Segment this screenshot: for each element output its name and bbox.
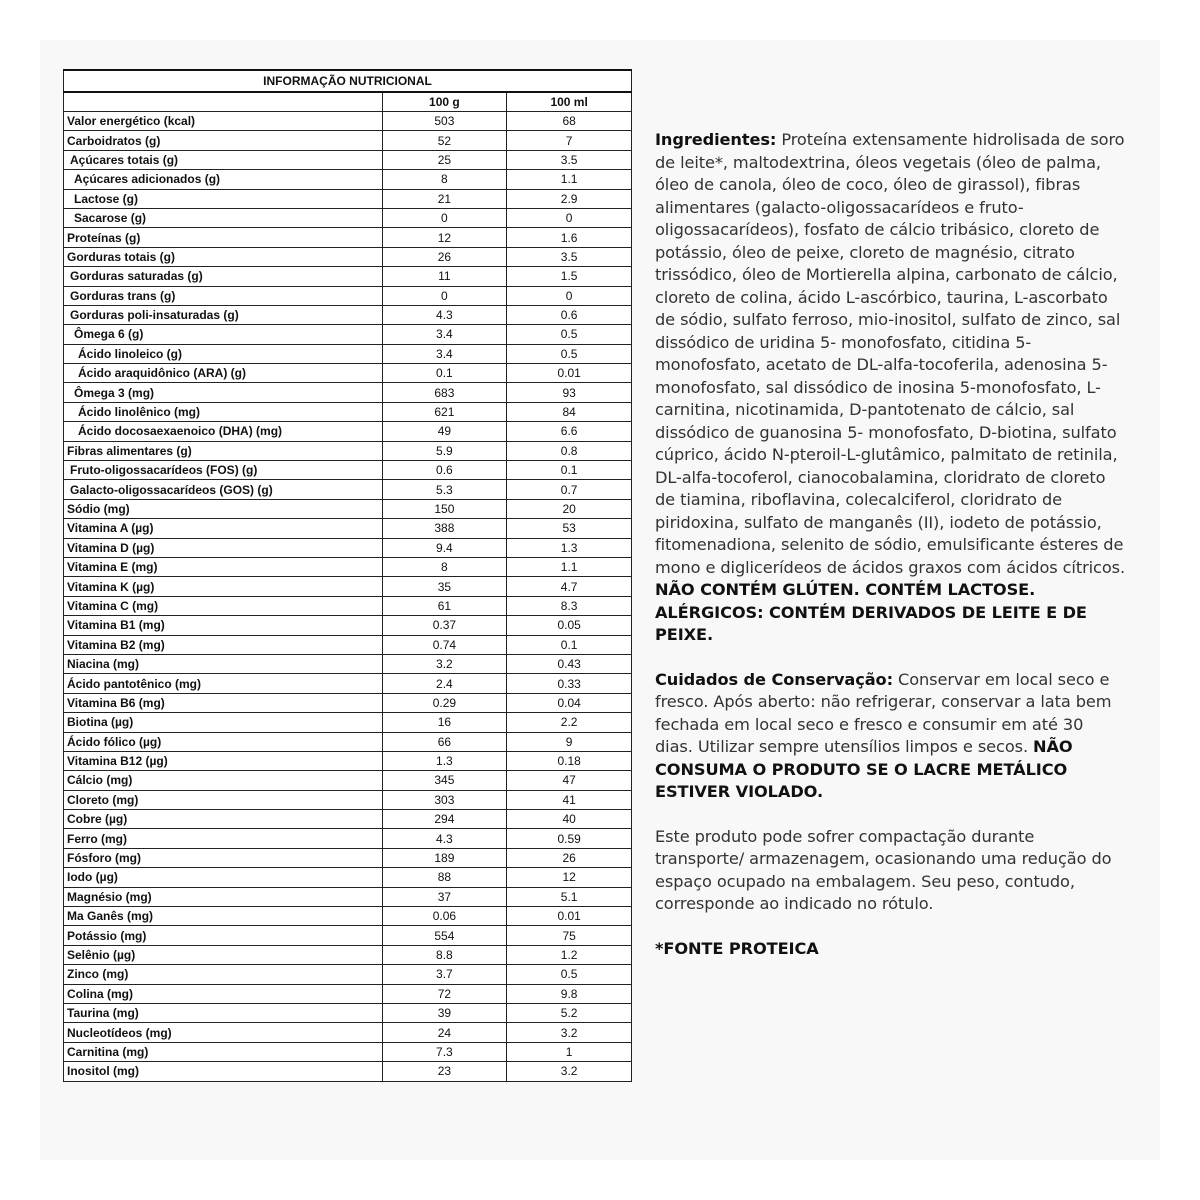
nutrition-table-header-row bbox=[64, 92, 632, 112]
value-per-100g: 8 bbox=[382, 170, 507, 189]
ingredients-text: Proteína extensamente hidrolisada de soro de leite*, maltodextrina, óleos vegetais (óleo de palma, óleo de canola, óleo de coco, óleo de girassol), fibras alimentares (galacto-oligossacarídeos e fruto-oligossacarídeos), fosfato de cálcio tribásico, cloreto de potássio, óleo de peixe, cloreto de magnésio, citrato trissódico, óleo de Mortierella alpina, carbonato de cálcio, cloreto de colina, ácido L-ascórbico, taurina, L-ascorbato de sódio, sulfato ferroso, mio-inositol, sulfato de zinco, sal dissódico de uridina 5- monofosfato, citidina 5-monofosfato, acetato de DL-alfa-tocoferila, adenosina 5-monofosfato, sal dissódico de inosina 5-monofosfato, L-carnitina, nicotinamida, D-pantotenato de cálcio, sal dissódico de guanosina 5- monofosfato, D-biotina, sulfato cúprico, ácido N-pteroil-L-glutâmico, palmitato de retinila, DL-alfa-tocoferol, cianocobalamina, cloridrato de cloreto de tiamina, riboflavina, colecalciferol, cloridrato de piridoxina, sulfato de manganês (II), iodeto de potássio, fitomenadiona, selenito de sódio, emulsificante ésteres de mono e diglicerídeos de ácidos graxos com ácidos cítricos. bbox=[655, 130, 1126, 577]
nutrition-row bbox=[64, 829, 632, 848]
nutrient-name: Sacarose (g) bbox=[64, 208, 383, 227]
nutrient-name: Vitamina A (µg) bbox=[64, 519, 383, 538]
nutrient-name: Cobre (µg) bbox=[64, 810, 383, 829]
value-per-100g: 3.2 bbox=[382, 654, 507, 673]
value-per-100ml: 0.1 bbox=[507, 461, 632, 480]
nutrition-row bbox=[64, 1042, 632, 1061]
value-per-100g: 0 bbox=[382, 208, 507, 227]
value-per-100g: 0.6 bbox=[382, 461, 507, 480]
value-per-100ml: 1.5 bbox=[507, 267, 632, 286]
value-per-100g: 21 bbox=[382, 189, 507, 208]
value-per-100g: 8.8 bbox=[382, 945, 507, 964]
value-per-100ml: 2.9 bbox=[507, 189, 632, 208]
nutrition-row bbox=[64, 984, 632, 1003]
value-per-100ml: 7 bbox=[507, 131, 632, 150]
nutrition-row bbox=[64, 693, 632, 712]
value-per-100ml: 4.7 bbox=[507, 577, 632, 596]
nutrient-name: Colina (mg) bbox=[64, 984, 383, 1003]
compaction-note: Este produto pode sofrer compactação durante transporte/ armazenagem, ocasionando uma redução do espaço ocupado na embalagem. Seu peso, contudo, corresponde ao indicado no rótulo. bbox=[655, 826, 1112, 913]
nutrition-row bbox=[64, 945, 632, 964]
value-per-100g: 9.4 bbox=[382, 538, 507, 557]
nutrient-name: Gorduras poli-insaturadas (g) bbox=[64, 305, 383, 324]
value-per-100ml: 1.1 bbox=[507, 170, 632, 189]
value-per-100ml: 6.6 bbox=[507, 422, 632, 441]
nutrition-row bbox=[64, 499, 632, 518]
nutrient-name: Fruto-oligossacarídeos (FOS) (g) bbox=[64, 461, 383, 480]
nutrient-name: Proteínas (g) bbox=[64, 228, 383, 247]
value-per-100ml: 47 bbox=[507, 771, 632, 790]
conservation-section bbox=[655, 669, 1125, 804]
value-per-100g: 0.1 bbox=[382, 364, 507, 383]
nutrition-row bbox=[64, 305, 632, 324]
value-per-100g: 61 bbox=[382, 596, 507, 615]
value-per-100ml: 5.1 bbox=[507, 887, 632, 906]
value-per-100g: 16 bbox=[382, 713, 507, 732]
protein-source-footnote: *FONTE PROTEICA bbox=[655, 938, 819, 958]
value-per-100ml: 1.2 bbox=[507, 945, 632, 964]
nutrient-name: Vitamina K (µg) bbox=[64, 577, 383, 596]
value-per-100g: 3.4 bbox=[382, 344, 507, 363]
nutrient-name: Fibras alimentares (g) bbox=[64, 441, 383, 460]
nutrition-row bbox=[64, 325, 632, 344]
value-per-100ml: 68 bbox=[507, 112, 632, 131]
nutrient-name: Açúcares totais (g) bbox=[64, 150, 383, 169]
value-per-100g: 621 bbox=[382, 402, 507, 421]
value-per-100ml: 0.6 bbox=[507, 305, 632, 324]
nutrition-row bbox=[64, 790, 632, 809]
column-header-nutrient bbox=[64, 92, 383, 112]
nutrition-row bbox=[64, 771, 632, 790]
value-per-100ml: 1.1 bbox=[507, 557, 632, 576]
value-per-100ml: 40 bbox=[507, 810, 632, 829]
value-per-100g: 49 bbox=[382, 422, 507, 441]
value-per-100g: 4.3 bbox=[382, 305, 507, 324]
nutrient-name: Potássio (mg) bbox=[64, 926, 383, 945]
value-per-100g: 150 bbox=[382, 499, 507, 518]
value-per-100g: 294 bbox=[382, 810, 507, 829]
value-per-100ml: 84 bbox=[507, 402, 632, 421]
value-per-100g: 189 bbox=[382, 848, 507, 867]
value-per-100ml: 20 bbox=[507, 499, 632, 518]
nutrition-row bbox=[64, 383, 632, 402]
value-per-100ml: 75 bbox=[507, 926, 632, 945]
nutrition-row bbox=[64, 848, 632, 867]
nutrition-row bbox=[64, 247, 632, 266]
nutrient-name: Inositol (mg) bbox=[64, 1062, 383, 1081]
value-per-100ml: 9.8 bbox=[507, 984, 632, 1003]
value-per-100g: 0.74 bbox=[382, 635, 507, 654]
nutrition-row bbox=[64, 480, 632, 499]
value-per-100ml: 41 bbox=[507, 790, 632, 809]
nutrition-row bbox=[64, 635, 632, 654]
nutrient-name: Ácido araquidônico (ARA) (g) bbox=[64, 364, 383, 383]
nutrient-name: Carboidratos (g) bbox=[64, 131, 383, 150]
value-per-100g: 554 bbox=[382, 926, 507, 945]
nutrient-name: Cálcio (mg) bbox=[64, 771, 383, 790]
nutrition-row bbox=[64, 557, 632, 576]
nutrition-row bbox=[64, 965, 632, 984]
nutrient-name: Lactose (g) bbox=[64, 189, 383, 208]
value-per-100g: 11 bbox=[382, 267, 507, 286]
nutrient-name: Nucleotídeos (mg) bbox=[64, 1023, 383, 1042]
value-per-100g: 0 bbox=[382, 286, 507, 305]
nutrient-name: Vitamina B6 (mg) bbox=[64, 693, 383, 712]
nutrition-row bbox=[64, 267, 632, 286]
nutrient-name: Vitamina B1 (mg) bbox=[64, 616, 383, 635]
value-per-100ml: 2.2 bbox=[507, 713, 632, 732]
nutrient-name: Açúcares adicionados (g) bbox=[64, 170, 383, 189]
nutrition-row bbox=[64, 596, 632, 615]
nutrition-row bbox=[64, 286, 632, 305]
seal-warning: NÃO CONSUMA O PRODUTO SE O LACRE METÁLICO ESTIVER VIOLADO. bbox=[655, 737, 1073, 801]
nutrient-name: Gorduras totais (g) bbox=[64, 247, 383, 266]
nutrient-name: Vitamina C (mg) bbox=[64, 596, 383, 615]
nutrition-row bbox=[64, 112, 632, 131]
value-per-100ml: 0.5 bbox=[507, 325, 632, 344]
nutrition-row bbox=[64, 674, 632, 693]
value-per-100g: 39 bbox=[382, 1003, 507, 1022]
nutrition-row bbox=[64, 461, 632, 480]
value-per-100ml: 5.2 bbox=[507, 1003, 632, 1022]
nutrition-row bbox=[64, 402, 632, 421]
nutrition-row bbox=[64, 713, 632, 732]
nutrient-name: Galacto-oligossacarídeos (GOS) (g) bbox=[64, 480, 383, 499]
value-per-100g: 0.37 bbox=[382, 616, 507, 635]
nutrition-row bbox=[64, 189, 632, 208]
value-per-100ml: 0.18 bbox=[507, 751, 632, 770]
value-per-100ml: 0.05 bbox=[507, 616, 632, 635]
value-per-100ml: 1.6 bbox=[507, 228, 632, 247]
product-info-text bbox=[655, 129, 1125, 960]
nutrition-table-title: INFORMAÇÃO NUTRICIONAL bbox=[64, 70, 632, 92]
value-per-100g: 12 bbox=[382, 228, 507, 247]
nutrition-row bbox=[64, 751, 632, 770]
value-per-100g: 72 bbox=[382, 984, 507, 1003]
nutrition-table-body bbox=[64, 112, 632, 1082]
value-per-100g: 388 bbox=[382, 519, 507, 538]
value-per-100g: 26 bbox=[382, 247, 507, 266]
value-per-100ml: 8.3 bbox=[507, 596, 632, 615]
value-per-100ml: 0 bbox=[507, 208, 632, 227]
nutrient-name: Vitamina E (mg) bbox=[64, 557, 383, 576]
nutrient-name: Ma Ganês (mg) bbox=[64, 907, 383, 926]
nutrition-row bbox=[64, 732, 632, 751]
value-per-100g: 88 bbox=[382, 868, 507, 887]
value-per-100ml: 0.33 bbox=[507, 674, 632, 693]
nutrient-name: Ácido fólico (µg) bbox=[64, 732, 383, 751]
value-per-100ml: 0.7 bbox=[507, 480, 632, 499]
nutrition-row bbox=[64, 170, 632, 189]
nutrition-row bbox=[64, 364, 632, 383]
value-per-100g: 503 bbox=[382, 112, 507, 131]
value-per-100g: 52 bbox=[382, 131, 507, 150]
value-per-100g: 8 bbox=[382, 557, 507, 576]
value-per-100ml: 53 bbox=[507, 519, 632, 538]
nutrient-name: Cloreto (mg) bbox=[64, 790, 383, 809]
nutrition-row bbox=[64, 1003, 632, 1022]
value-per-100ml: 3.5 bbox=[507, 150, 632, 169]
nutrient-name: Iodo (µg) bbox=[64, 868, 383, 887]
nutrition-row bbox=[64, 868, 632, 887]
nutrient-name: Vitamina B12 (µg) bbox=[64, 751, 383, 770]
value-per-100ml: 3.2 bbox=[507, 1023, 632, 1042]
nutrient-name: Vitamina B2 (mg) bbox=[64, 635, 383, 654]
nutrient-name: Ômega 6 (g) bbox=[64, 325, 383, 344]
nutrition-row bbox=[64, 907, 632, 926]
value-per-100g: 303 bbox=[382, 790, 507, 809]
value-per-100ml: 0.5 bbox=[507, 344, 632, 363]
value-per-100g: 37 bbox=[382, 887, 507, 906]
nutrition-row bbox=[64, 131, 632, 150]
nutrient-name: Zinco (mg) bbox=[64, 965, 383, 984]
value-per-100ml: 0.01 bbox=[507, 907, 632, 926]
allergen-warning: NÃO CONTÉM GLÚTEN. CONTÉM LACTOSE. ALÉRGICOS: CONTÉM DERIVADOS DE LEITE E DE PEIXE. bbox=[655, 580, 1087, 644]
nutrition-row bbox=[64, 538, 632, 557]
value-per-100g: 4.3 bbox=[382, 829, 507, 848]
nutrition-row bbox=[64, 422, 632, 441]
value-per-100ml: 93 bbox=[507, 383, 632, 402]
nutrient-name: Magnésio (mg) bbox=[64, 887, 383, 906]
value-per-100g: 25 bbox=[382, 150, 507, 169]
nutrient-name: Ácido linolênico (mg) bbox=[64, 402, 383, 421]
nutrition-row bbox=[64, 616, 632, 635]
nutrient-name: Ácido pantotênico (mg) bbox=[64, 674, 383, 693]
value-per-100g: 5.9 bbox=[382, 441, 507, 460]
value-per-100g: 7.3 bbox=[382, 1042, 507, 1061]
value-per-100ml: 26 bbox=[507, 848, 632, 867]
value-per-100g: 3.7 bbox=[382, 965, 507, 984]
value-per-100ml: 0.5 bbox=[507, 965, 632, 984]
nutrient-name: Biotina (µg) bbox=[64, 713, 383, 732]
nutrient-name: Valor energético (kcal) bbox=[64, 112, 383, 131]
nutrition-row bbox=[64, 441, 632, 460]
nutrition-row bbox=[64, 1023, 632, 1042]
nutrition-row bbox=[64, 344, 632, 363]
nutrition-row bbox=[64, 810, 632, 829]
nutrition-row bbox=[64, 887, 632, 906]
column-header-100g: 100 g bbox=[382, 92, 507, 112]
nutrition-row bbox=[64, 150, 632, 169]
nutrition-row bbox=[64, 519, 632, 538]
value-per-100g: 345 bbox=[382, 771, 507, 790]
nutrient-name: Sódio (mg) bbox=[64, 499, 383, 518]
nutrient-name: Ômega 3 (mg) bbox=[64, 383, 383, 402]
value-per-100ml: 0.04 bbox=[507, 693, 632, 712]
value-per-100g: 3.4 bbox=[382, 325, 507, 344]
nutrient-name: Ácido linoleico (g) bbox=[64, 344, 383, 363]
ingredients-label: Ingredientes: bbox=[655, 130, 777, 149]
nutrition-table-title-row bbox=[64, 70, 632, 92]
nutrient-name: Niacina (mg) bbox=[64, 654, 383, 673]
value-per-100ml: 0.01 bbox=[507, 364, 632, 383]
value-per-100ml: 0.8 bbox=[507, 441, 632, 460]
value-per-100g: 1.3 bbox=[382, 751, 507, 770]
conservation-label: Cuidados de Conservação: bbox=[655, 669, 893, 689]
value-per-100ml: 0.59 bbox=[507, 829, 632, 848]
nutrient-name: Gorduras saturadas (g) bbox=[64, 267, 383, 286]
value-per-100g: 35 bbox=[382, 577, 507, 596]
nutrition-row bbox=[64, 208, 632, 227]
nutrient-name: Ferro (mg) bbox=[64, 829, 383, 848]
value-per-100g: 2.4 bbox=[382, 674, 507, 693]
value-per-100ml: 3.2 bbox=[507, 1062, 632, 1081]
nutrient-name: Selênio (µg) bbox=[64, 945, 383, 964]
nutrient-name: Carnitina (mg) bbox=[64, 1042, 383, 1061]
nutrition-row bbox=[64, 654, 632, 673]
value-per-100ml: 0.43 bbox=[507, 654, 632, 673]
value-per-100ml: 12 bbox=[507, 868, 632, 887]
value-per-100ml: 0 bbox=[507, 286, 632, 305]
value-per-100ml: 9 bbox=[507, 732, 632, 751]
value-per-100g: 66 bbox=[382, 732, 507, 751]
value-per-100g: 0.29 bbox=[382, 693, 507, 712]
nutrient-name: Gorduras trans (g) bbox=[64, 286, 383, 305]
value-per-100ml: 1.3 bbox=[507, 538, 632, 557]
nutrient-name: Vitamina D (µg) bbox=[64, 538, 383, 557]
nutrient-name: Fósforo (mg) bbox=[64, 848, 383, 867]
column-header-100ml: 100 ml bbox=[507, 92, 632, 112]
conservation-text: Conservar em local seco e fresco. Após aberto: não refrigerar, conservar a lata bem fechada em local seco e fresco e consumir em até 30 dias. Utilizar sempre utensílios limpos e secos. bbox=[655, 669, 1112, 756]
nutrition-row bbox=[64, 228, 632, 247]
nutrition-table bbox=[63, 69, 632, 1082]
value-per-100g: 5.3 bbox=[382, 480, 507, 499]
value-per-100ml: 3.5 bbox=[507, 247, 632, 266]
nutrition-row bbox=[64, 1062, 632, 1081]
value-per-100g: 683 bbox=[382, 383, 507, 402]
value-per-100g: 23 bbox=[382, 1062, 507, 1081]
nutrition-row bbox=[64, 926, 632, 945]
value-per-100ml: 0.1 bbox=[507, 635, 632, 654]
value-per-100ml: 1 bbox=[507, 1042, 632, 1061]
value-per-100g: 24 bbox=[382, 1023, 507, 1042]
nutrient-name: Taurina (mg) bbox=[64, 1003, 383, 1022]
nutrition-row bbox=[64, 577, 632, 596]
nutrient-name: Ácido docosaexaenoico (DHA) (mg) bbox=[64, 422, 383, 441]
value-per-100g: 0.06 bbox=[382, 907, 507, 926]
ingredients-section bbox=[655, 129, 1125, 647]
